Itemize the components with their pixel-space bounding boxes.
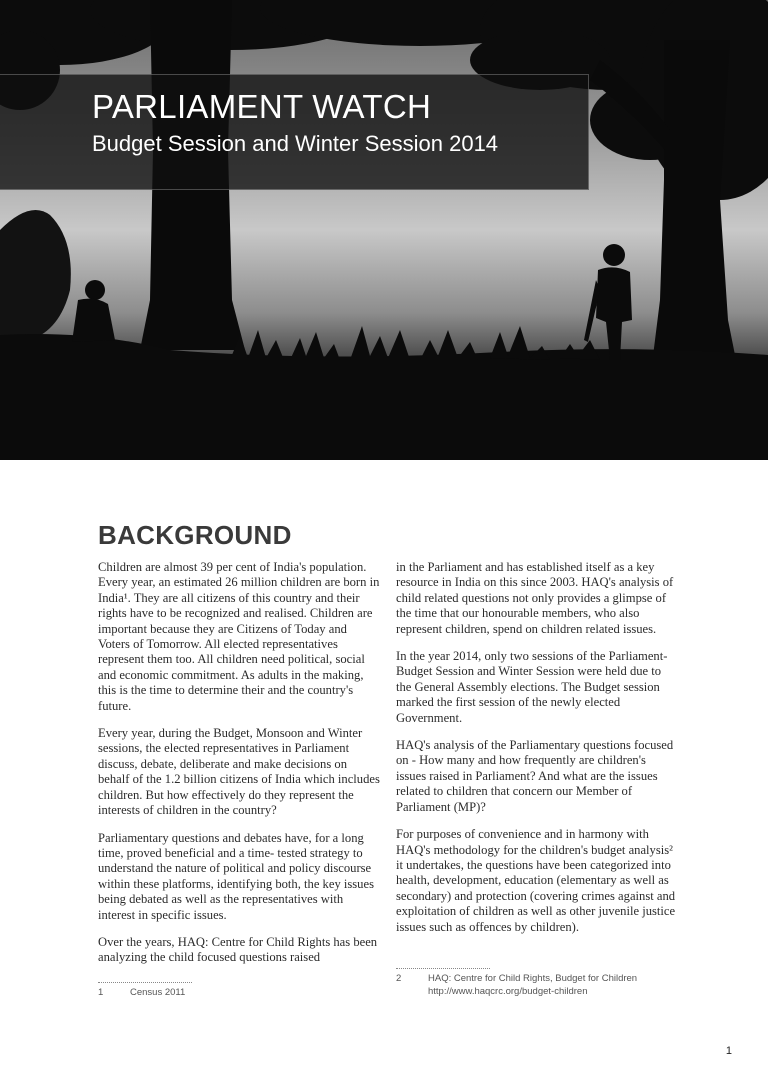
paragraph: Every year, during the Budget, Monsoon and Winter sessions, the elected representatives in Parliament discuss, debate, deliberate and make decisions on behalf of the 1.2 billion citizens of India which includes children. But how effectively do they represent the interests of children in the country? <box>98 726 380 818</box>
footnote-divider <box>98 982 192 983</box>
paragraph: Parliamentary questions and debates have, for a long time, proved beneficial and a time- tested strategy to understand the nature of political and policy discourse within these platforms, identifying both, the key issues being debated as well as the representatives with interest in specific issues. <box>98 830 374 922</box>
left-column <box>98 560 380 966</box>
right-column <box>396 560 678 947</box>
section-heading: BACKGROUND <box>98 520 292 550</box>
paragraph: HAQ's analysis of the Parliamentary questions focused on - How many and how frequently are children's issues raised in Parliament? And what are the issues related to children that concern our Member of Parliament (MP)? <box>396 738 674 814</box>
silhouette-illustration <box>0 0 768 460</box>
paragraph: In the year 2014, only two sessions of the Parliament- Budget Session and Winter Session were held due to the General Assembly elections. The Budget session marked the first session of the newly elected Government. <box>396 649 668 725</box>
paragraph: Over the years, HAQ: Centre for Child Rights has been analyzing the child focused questions raised <box>98 934 378 965</box>
footnote-number: 2 <box>396 973 402 984</box>
document-title: PARLIAMENT WATCH <box>92 88 432 125</box>
document-subtitle: Budget Session and Winter Session 2014 <box>92 131 499 156</box>
paragraph: Children are almost 39 per cent of India's population. Every year, an estimated 26 million children are born in India¹. They are all citizens of this country and their rights have to be recognized and realised. Children are important because they are Citizens of Today and Voters of Tomorrow. All elected representatives represent them too. All children need political, social and economic commitment. As adults in the making, this is the time to determine their and the country's future. <box>98 560 380 713</box>
footnote-2 <box>396 972 637 998</box>
footnote-text: HAQ: Centre for Child Rights, Budget for Children <box>428 973 638 984</box>
footnote-url: http://www.haqcrc.org/budget-children <box>428 986 588 997</box>
cover-photo <box>0 0 768 460</box>
paragraph: For purposes of convenience and in harmony with HAQ's methodology for the children's budget analysis² it undertakes, the questions have been categorized into health, development, education (elementary as well as secondary) and protection (covering crimes against and exploitation of children as well as other juvenile justice issues such as offences by children). <box>396 827 676 934</box>
footnote-text: Census 2011 <box>130 987 186 998</box>
footnote-number: 1 <box>98 987 104 998</box>
paragraph: in the Parliament and has established itself as a key resource in India on this since 2003. HAQ's analysis of child related questions not only provides a glimpse of the time that our honourable members, who also represent children, spend on children related issues. <box>396 560 674 636</box>
page-number: 1 <box>725 1045 732 1057</box>
footnote-divider <box>396 968 490 969</box>
footnote-1 <box>98 986 185 999</box>
